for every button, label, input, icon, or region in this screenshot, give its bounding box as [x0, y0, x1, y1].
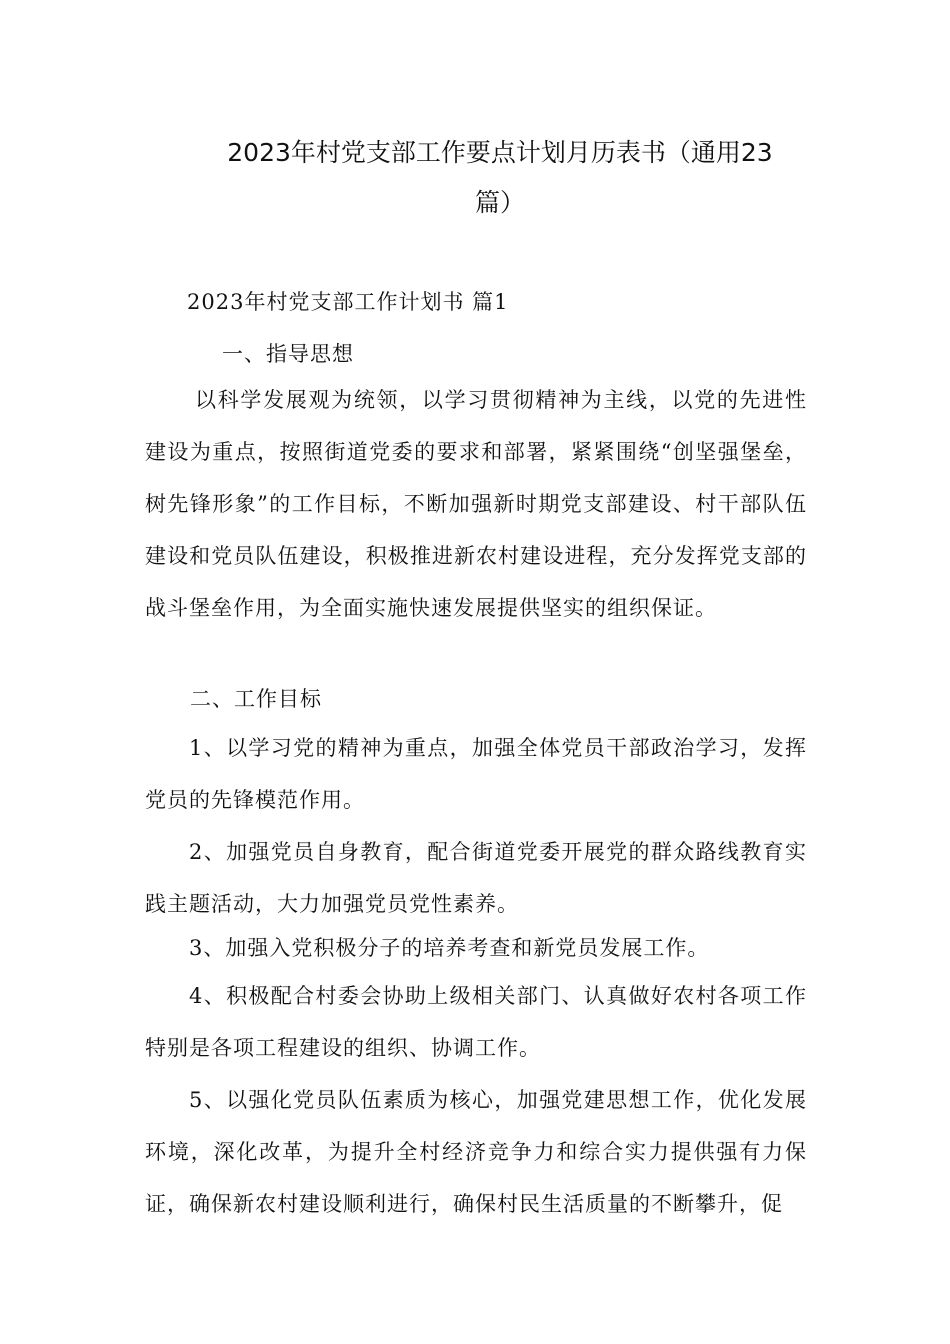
goal-item-3: 3、加强入党积极分子的培养考查和新党员发展工作。 — [189, 936, 710, 960]
paragraph-guiding-ideology: 以科学发展观为统领，以学习贯彻精神为主线，以党的先进性建设为重点，按照街道党委的要求和部署，紧紧围绕“创坚强堡垒，树先锋形象”的工作目标，不断加强新时期党支部建设、村干部队伍建设和党员队伍建设，积极推进新农村建设进程，充分发挥党支部的战斗堡垒作用，为全面实施快速发展提供坚实的组织保证。 — [145, 388, 807, 620]
goal-item-1: 1、以学习党的精神为重点，加强全体党员干部政治学习，发挥党员的先锋模范作用。 — [145, 736, 807, 812]
document-subtitle: 2023年村党支部工作计划书 篇1 — [187, 290, 509, 314]
section-heading-work-goals: 二、工作目标 — [190, 687, 322, 711]
goal-item-4: 4、积极配合村委会协助上级相关部门、认真做好农村各项工作特别是各项工程建设的组织、协调工作。 — [145, 984, 807, 1060]
goal-item-5: 5、以强化党员队伍素质为核心，加强党建思想工作，优化发展环境，深化改革，为提升全村经济竞争力和综合实力提供强有力保证，确保新农村建设顺利进行，确保村民生活质量的不断攀升，促 — [145, 1088, 807, 1216]
goal-item-2: 2、加强党员自身教育，配合街道党委开展党的群众路线教育实践主题活动，大力加强党员党性素养。 — [145, 840, 807, 916]
document-title — [150, 128, 850, 228]
section-heading-guiding-ideology: 一、指导思想 — [222, 342, 354, 366]
title-line-2: 篇） — [474, 188, 525, 217]
title-line-1: 2023年村党支部工作要点计划月历表书（通用23 — [227, 138, 773, 167]
